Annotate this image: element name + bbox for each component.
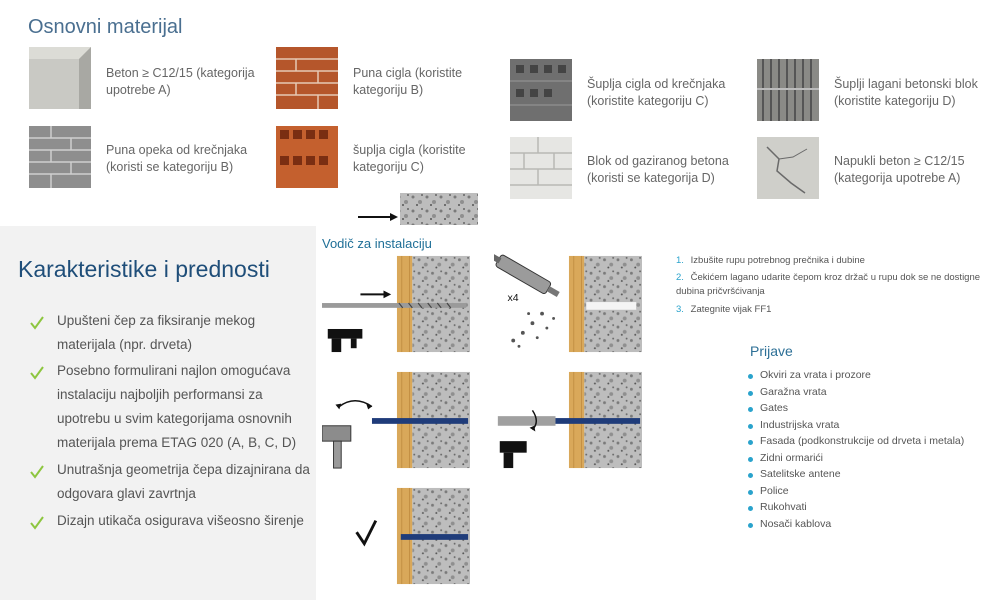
hammer-anchor-step-image [322,370,470,470]
limestone-brick-wall-icon [29,126,91,188]
application-label: Fasada (podkonstrukcije od drveta i metala) [760,435,965,447]
application-label: Industrijska vrata [760,419,840,431]
check-icon [30,465,44,479]
cracked-concrete-icon [757,137,819,199]
feature-item: Unutrašnja geometrija čepa dizajnirana da odgovara glavi zavrtnja [57,462,310,501]
step-number: 3. [676,304,684,315]
material-label-gazirani: Blok od gaziranog betona (koristi se kategorija D) [587,154,729,185]
material-label-napukli: Napukli beton ≥ C12/15 (kategorija upotrebe A) [834,154,965,185]
bullet-icon [748,457,753,462]
application-label: Police [760,485,789,497]
hollow-limestone-brick-icon [510,59,572,121]
aerated-concrete-icon [510,137,572,199]
bullet-icon [748,424,753,429]
drill-direction-illustration [354,193,478,225]
check-icon [30,516,44,530]
guide-title: Vodič za instalaciju [322,236,432,251]
bullet-icon [748,523,753,528]
hollow-concrete-block-icon [757,59,819,121]
application-item [760,369,871,381]
application-item [760,468,841,480]
step-number: 1. [676,255,684,266]
material-label-suplja-krecnjak: Šuplja cigla od krečnjaka (koristite kategoriju C) [587,77,726,108]
clean-hole-step-image [494,254,642,354]
application-item [760,386,827,398]
multiplier-label: x4 [507,292,519,305]
drill-hole-step-image [322,254,470,354]
material-label-beton: Beton ≥ C12/15 (kategorija upotrebe A) [106,66,255,97]
feature-item: Upušteni čep za fiksiranje mekog materijala (npr. drveta) [57,313,256,352]
feature-item: Dizajn utikača osigurava višeosno širenje [57,513,304,528]
material-label-puna-opeka: Puna opeka od krečnjaka (koristi se kategoriju B) [106,143,248,174]
tighten-screw-step-image [494,370,642,470]
solid-brick-icon [276,47,338,109]
application-item [760,435,964,447]
application-item [760,402,788,414]
bullet-icon [748,506,753,511]
material-label-suplji-beton: Šuplji lagani betonski blok (koristite kategoriju D) [834,77,978,108]
application-label: Gates [760,402,789,414]
installed-anchor-step-image [322,486,470,586]
step-text: Izbušite rupu potrebnog prečnika i dubine [690,255,865,266]
step-1 [676,254,986,268]
feature-item: Posebno formulirani najlon omogućava instalaciju najboljih performansi za upotrebu u svim kategorijama osnovnih materijala prema ETAG 020 (A, B, C, D) [57,363,297,450]
hollow-clay-brick-icon [276,126,338,188]
features-title: Karakteristike i prednosti [18,256,270,282]
check-icon [30,316,44,330]
bullet-icon [748,407,753,412]
application-item [760,452,823,464]
step-3 [676,303,986,317]
materials-title: Osnovni materijal [28,16,183,38]
bullet-icon [748,440,753,445]
bullet-icon [748,374,753,379]
application-label: Rukohvati [760,501,807,513]
material-label-puna-cigla: Puna cigla (koristite kategoriju B) [353,66,463,97]
application-label: Zidni ormarići [760,452,824,464]
step-number: 2. [676,272,684,283]
application-item [760,501,807,513]
application-label: Garažna vrata [760,386,827,398]
applications-title: Prijave [750,343,793,359]
application-item [760,518,831,530]
check-icon [30,366,44,380]
application-label: Okviri za vrata i prozore [760,369,871,381]
application-label: Satelitske antene [760,468,841,480]
step-2 [676,271,986,299]
concrete-block-icon [29,47,91,109]
application-label: Nosači kablova [760,518,832,530]
material-label-suplja-cigla: šuplja cigla (koristite kategoriju C) [353,143,466,174]
bullet-icon [748,473,753,478]
bullet-icon [748,490,753,495]
application-item [760,485,789,497]
step-text: Čekićem lagano udarite čepom kroz držač u rupu dok se ne dostigne dubina pričvršćivanja [676,272,981,297]
step-text: Zategnite vijak FF1 [690,304,772,315]
application-item [760,419,839,431]
bullet-icon [748,391,753,396]
